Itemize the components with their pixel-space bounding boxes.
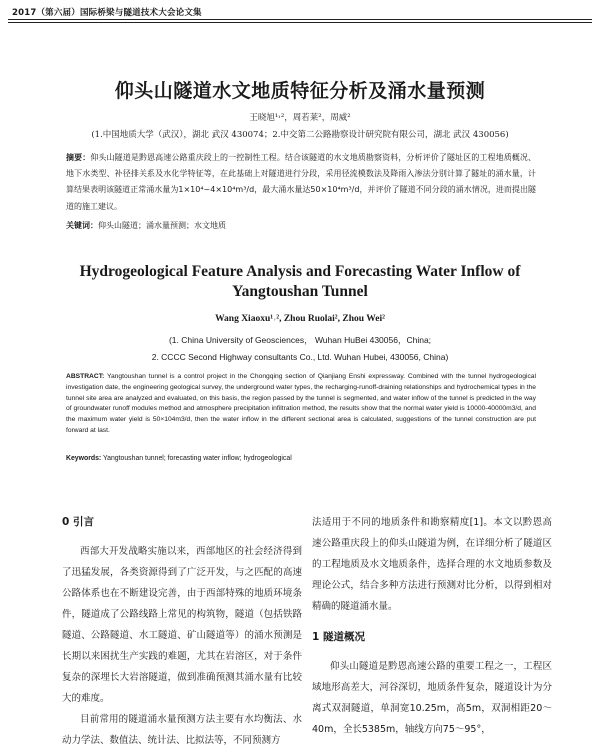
chinese-keywords-label: 关键词：: [66, 221, 98, 230]
header-rule-thick: [8, 19, 592, 20]
body-column-left: [62, 512, 302, 751]
english-keywords-label: Keywords:: [66, 455, 102, 462]
english-title-line1: Hydrogeological Feature Analysis and Forecasting Water Inflow of: [79, 263, 521, 280]
section-heading-tunnel-overview: 1 隧道概况: [312, 631, 365, 643]
chinese-abstract: [66, 150, 536, 215]
english-affiliation-line1: (1. China University of Geosciences， Wuhan HuBei 430056，China;: [168, 335, 432, 345]
section-heading-introduction: 0 引言: [62, 516, 94, 528]
english-title-line2: Yangtoushan Tunnel: [232, 283, 368, 300]
chinese-keywords: [66, 220, 536, 231]
paragraph-tunnel-overview: 仰头山隧道是黔恩高速公路的重要工程之一，工程区域地形高差大，河谷深切，地质条件复杂，隧道设计为分离式双洞隧道，单洞宽10.25m，高5m，双洞相距20～40m，全长5385m，轴线方向75～95°，: [312, 661, 552, 735]
english-authors: Wang Xiaoxu¹˒², Zhou Ruolai², Zhou Wei²: [215, 314, 385, 324]
header-rule-thin: [8, 22, 592, 23]
chinese-affiliation: (1.中国地质大学（武汉），湖北 武汉 430074；2.中交第二公路勘察设计研究院有限公司，湖北 武汉 430056): [91, 130, 509, 140]
english-abstract: [66, 372, 536, 437]
english-keywords-text: Yangtoushan tunnel; forecasting water inflow; hydrogeological: [101, 455, 292, 462]
chinese-abstract-label: 摘要：: [66, 153, 91, 162]
body-column-right: [312, 512, 552, 740]
chinese-abstract-text: 仰头山隧道是黔恩高速公路重庆段上的一控制性工程。结合该隧道的水文地质勘察资料，分析评价了隧址区的工程地质概况、地下水类型、补径排关系及水化学特征等，在此基础上对隧道进行分段，采用径流模数法及降雨入渗法分别计算了隧址的涌水量，计算结果表明该隧道正常涌水量为1×10⁴~4×10⁴m³/d，最大涌水量达50×10⁴m³/d，并评价了隧道不同分段的涌水情况，进而提出隧道的施工建议。: [66, 153, 537, 211]
chinese-keywords-text: 仰头山隧道；涌水量预测；水文地质: [98, 221, 226, 230]
paragraph-intro-continued: 法适用于不同的地质条件和勘察精度[1]。本文以黔恩高速公路重庆段上的仰头山隧道为例，在详细分析了隧道区的工程地质及水文地质条件，选择合理的水文地质参数及理论公式，结合多种方法进行预测对比分析，以得到相对精确的隧道涌水量。: [312, 517, 552, 612]
english-title: [0, 262, 600, 302]
english-keywords: [66, 455, 536, 462]
english-affiliation: [0, 332, 600, 365]
running-header: 2017（第六届）国际桥梁与隧道技术大会论文集: [12, 8, 202, 18]
paragraph-intro-2: 目前常用的隧道涌水量预测方法主要有水均衡法、水动力学法、数值法、统计法、比拟法等，不同预测方: [62, 714, 302, 746]
english-abstract-label: ABSTRACT:: [66, 373, 105, 380]
english-affiliation-line2: 2. CCCC Second Highway consultants Co., Ltd. Wuhan Hubei, 430056, China): [151, 351, 449, 362]
chinese-authors: 王晓旭¹˒²，周若莱²，周威²: [249, 113, 351, 123]
chinese-title: 仰头山隧道水文地质特征分析及涌水量预测: [114, 80, 486, 102]
english-abstract-text: Yangtoushan tunnel is a control project in the Chongqing section of Qianjiang Enshi expressway. Combined with the tunnel hydrogeological investigation date, the engineering geological survey, the underground water types, the recharging-runoff-draining relationships and hydrochemical types in the tunnel site area are analyzed and evaluated, on this basis, the region passed by the tunnel is segmented, and water inflow of the tunnel is predicted in the way of groundwater runoff modules method and atmosphere precipitation infiltration method, the results show that the normal water yield is 10000-40000m3/d, and the maximum water yield is 50×104m3/d, then the water inflow in the different sectional area is calculated, suggestions of the tunnel construction are put forward at last.: [66, 373, 536, 434]
paragraph-intro-1: 西部大开发战略实施以来，西部地区的社会经济得到了迅猛发展，各类资源得到了广泛开发，与之匹配的高速公路体系也在不断建设完善，由于西部特殊的地质环境条件，隧道成了公路线路上常见的构筑物，隧道（包括铁路隧道、公路隧道、水工隧道、矿山隧道等）的涌水预测是长期以来困扰生产实践的难题，尤其在岩溶区，对于条件复杂的深埋长大岩溶隧道，做到准确预测其涌水量有比较大的难度。: [62, 546, 302, 704]
